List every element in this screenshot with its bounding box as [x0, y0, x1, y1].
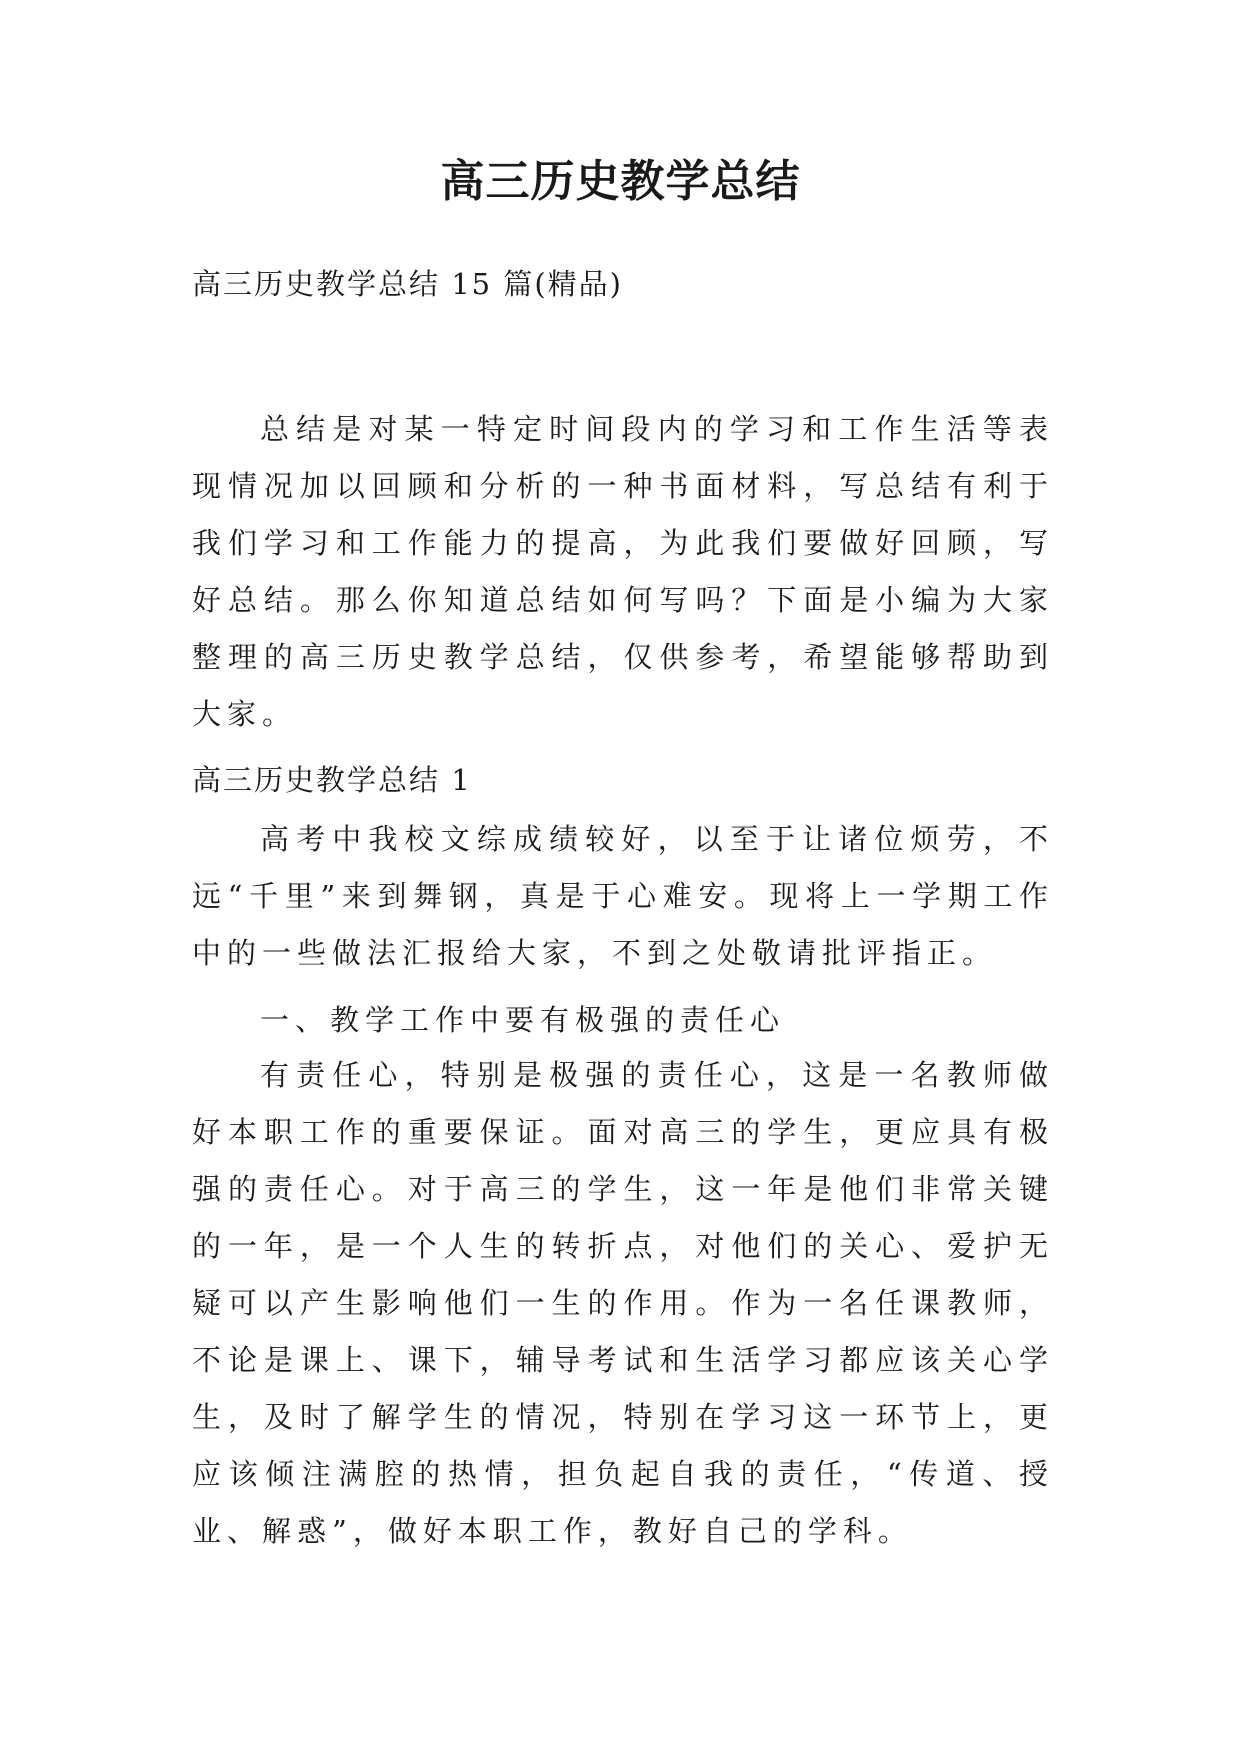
section1-paragraph-1: 高考中我校文综成绩较好，以至于让诸位烦劳，不远“千里”来到舞钢，真是于心难安。现将上一学期工作中的一些做法汇报给大家，不到之处敬请批评指正。 [192, 822, 1054, 970]
document-subtitle: 高三历史教学总结 15 篇(精品) [192, 267, 623, 301]
section1-point-1: 一、教学工作中要有极强的责任心 [260, 1003, 786, 1037]
section-heading-1: 高三历史教学总结 1 [192, 763, 472, 797]
section1-paragraph-2: 有责任心，特别是极强的责任心，这是一名教师做好本职工作的重要保证。面对高三的学生，更应具有极强的责任心。对于高三的学生，这一年是他们非常关键的一年，是一个人生的转折点，对他们的关心、爱护无疑可以产生影响他们一生的作用。作为一名任课教师，不论是课上、课下，辅导考试和生活学习都应该关心学生，及时了解学生的情况，特别在学习这一环节上，更应该倾注满腔的热情，担负起自我的责任，“传道、授业、解惑”，做好本职工作，教好自己的学科。 [192, 1058, 1054, 1548]
document-title: 高三历史教学总结 [440, 156, 801, 207]
intro-paragraph: 总结是对某一特定时间段内的学习和工作生活等表现情况加以回顾和分析的一种书面材料，写总结有利于我们学习和工作能力的提高，为此我们要做好回顾，写好总结。那么你知道总结如何写吗？下面是小编为大家整理的高三历史教学总结，仅供参考，希望能够帮助到大家。 [192, 412, 1054, 731]
